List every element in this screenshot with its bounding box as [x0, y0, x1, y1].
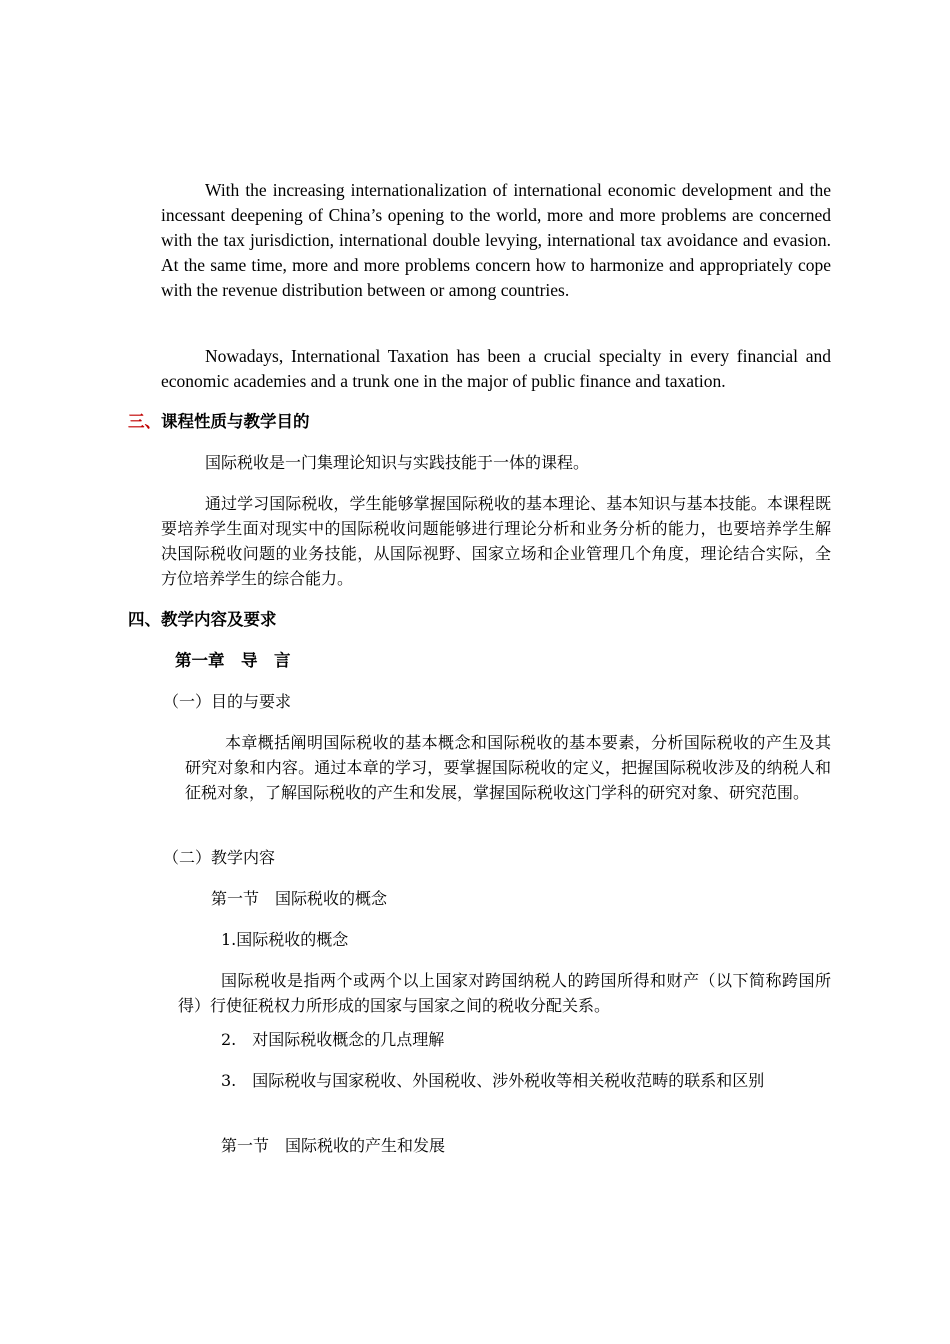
english-paragraph-1: With the increasing internationalization of international economic development and the incessant deepening of China’s opening to the world, more and more problems are concerned with the tax jurisdiction, international double levying, international tax avoidance and evasion. At the same time, more and more problems concern how to harmonize and appropriately cope with the revenue distribution between or among countries. — [161, 180, 831, 300]
subsection-1-paragraph: 本章概括阐明国际税收的基本概念和国际税收的基本要素，分析国际税收的产生及其研究对象和内容。通过本章的学习，要掌握国际税收的定义，把握国际税收涉及的纳税人和征税对象，了解国际税收的产生和发展，掌握国际税收这门学科的研究对象、研究范围。 — [185, 733, 831, 802]
subsection-1-heading: （一）目的与要求 — [163, 692, 292, 711]
english-paragraph-2: Nowadays, International Taxation has been a crucial specialty in every financial and economic academies and a trunk one in the major of public finance and taxation. — [161, 346, 831, 391]
section-2-title: 第一节 国际税收的产生和发展 — [221, 1136, 446, 1155]
section-1-title: 第一节 国际税收的概念 — [211, 889, 388, 908]
item-1-paragraph: 国际税收是指两个或两个以上国家对跨国纳税人的跨国所得和财产（以下简称跨国所得）行使征税权力所形成的国家与国家之间的税收分配关系。 — [178, 971, 831, 1015]
section-3-heading — [128, 409, 310, 434]
chapter-1-title: 第一章 导 言 — [175, 651, 291, 670]
section-3-paragraph-2: 通过学习国际税收，学生能够掌握国际税收的基本理论、基本知识与基本技能。本课程既要培养学生面对现实中的国际税收问题能够进行理论分析和业务分析的能力，也要培养学生解决国际税收问题的业务技能，从国际视野、国家立场和企业管理几个角度，理论结合实际，全方位培养学生的综合能力。 — [161, 494, 831, 588]
item-3-heading: 3. 国际税收与国家税收、外国税收、涉外税收等相关税收范畴的联系和区别 — [221, 1071, 765, 1090]
section-3-paragraph-1: 国际税收是一门集理论知识与实践技能于一体的课程。 — [205, 453, 590, 472]
item-2-heading: 2. 对国际税收概念的几点理解 — [221, 1030, 445, 1049]
section-4-heading: 四、教学内容及要求 — [128, 610, 277, 629]
item-1-heading: 1.国际税收的概念 — [221, 930, 349, 949]
subsection-2-heading: （二）教学内容 — [163, 848, 276, 867]
section-3-title: 课程性质与教学目的 — [161, 412, 310, 431]
section-3-number: 三、 — [128, 412, 161, 431]
